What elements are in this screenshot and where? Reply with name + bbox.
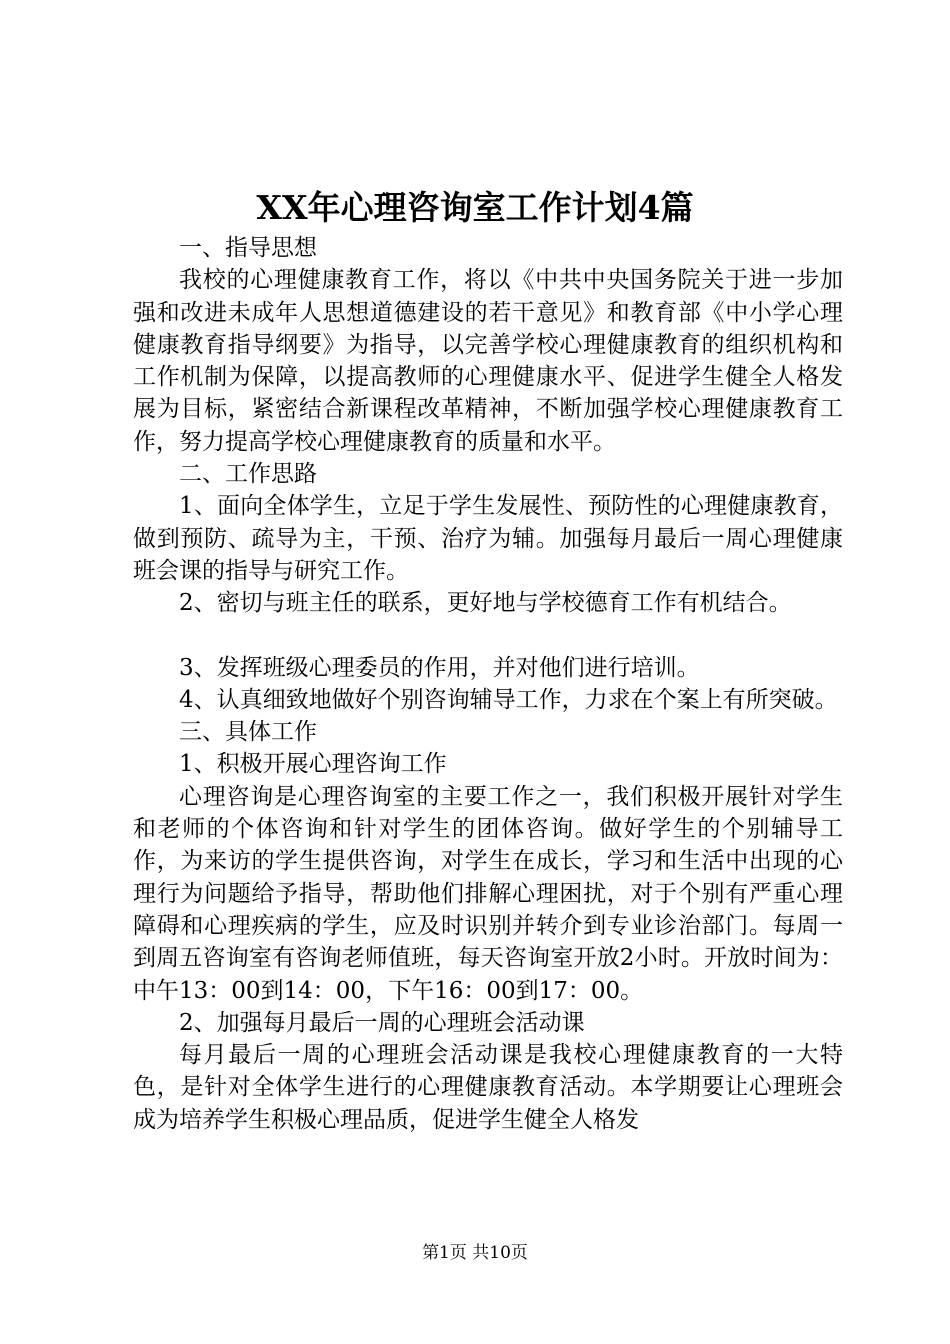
- blank-line: [133, 620, 843, 652]
- subheading-counseling-work: 1、积极开展心理咨询工作: [179, 751, 447, 778]
- document-title: XX年心理咨询室工作计划4篇: [256, 188, 694, 227]
- section-heading-work-ideas: 二、工作思路: [179, 461, 317, 488]
- section-heading-specific-work: 三、具体工作: [179, 719, 317, 746]
- subheading-class-meeting: 2、加强每月最后一周的心理班会活动课: [179, 1009, 585, 1036]
- page-number-footer: 第1页 共10页: [422, 1243, 528, 1263]
- section-heading-guiding-thought: 一、指导思想: [179, 235, 317, 261]
- paragraph-class-meeting: 每月最后一周的心理班会活动课是我校心理健康教育的一大特色，是针对全体学生进行的心理健康教育活动。本学期要让心理班会成为培养学生积极心理品质，促进学生健全人格发: [133, 1042, 843, 1133]
- paragraph-work-idea-1: 1、面向全体学生，立足于学生发展性、预防性的心理健康教育，做到预防、疏导为主，干预、治疗为辅。加强每月最后一周心理健康班会课的指导与研究工作。: [133, 493, 843, 584]
- paragraph-work-idea-2: 2、密切与班主任的联系，更好地与学校德育工作有机结合。: [179, 590, 792, 617]
- paragraph-work-idea-4: 4、认真细致地做好个别咨询辅导工作，力求在个案上有所突破。: [179, 686, 838, 713]
- paragraph-work-idea-3: 3、发挥班级心理委员的作用，并对他们进行培训。: [179, 654, 700, 681]
- document-body: [133, 232, 843, 1136]
- paragraph-counseling-work: 心理咨询是心理咨询室的主要工作之一，我们积极开展针对学生和老师的个体咨询和针对学生的团体咨询。做好学生的个别辅导工作，为来访的学生提供咨询，对学生在成长，学习和生活中出现的心理行为问题给予指导，帮助他们排解心理困扰，对于个别有严重心理障碍和心理疾病的学生，应及时识别并转介到专业诊治部门。每周一到周五咨询室有咨询老师值班，每天咨询室开放2小时。开放时间为：中午13：00到14：00，下午16：00到17：00。: [133, 783, 843, 1004]
- paragraph-guiding-thought: 我校的心理健康教育工作，将以《中共中央国务院关于进一步加强和改进未成年人思想道德建设的若干意见》和教育部《中小学心理健康教育指导纲要》为指导，以完善学校心理健康教育的组织机构和工作机制为保障，以提高教师的心理健康水平、促进学生健全人格发展为目标，紧密结合新课程改革精神，不断加强学校心理健康教育工作，努力提高学校心理健康教育的质量和水平。: [133, 267, 843, 455]
